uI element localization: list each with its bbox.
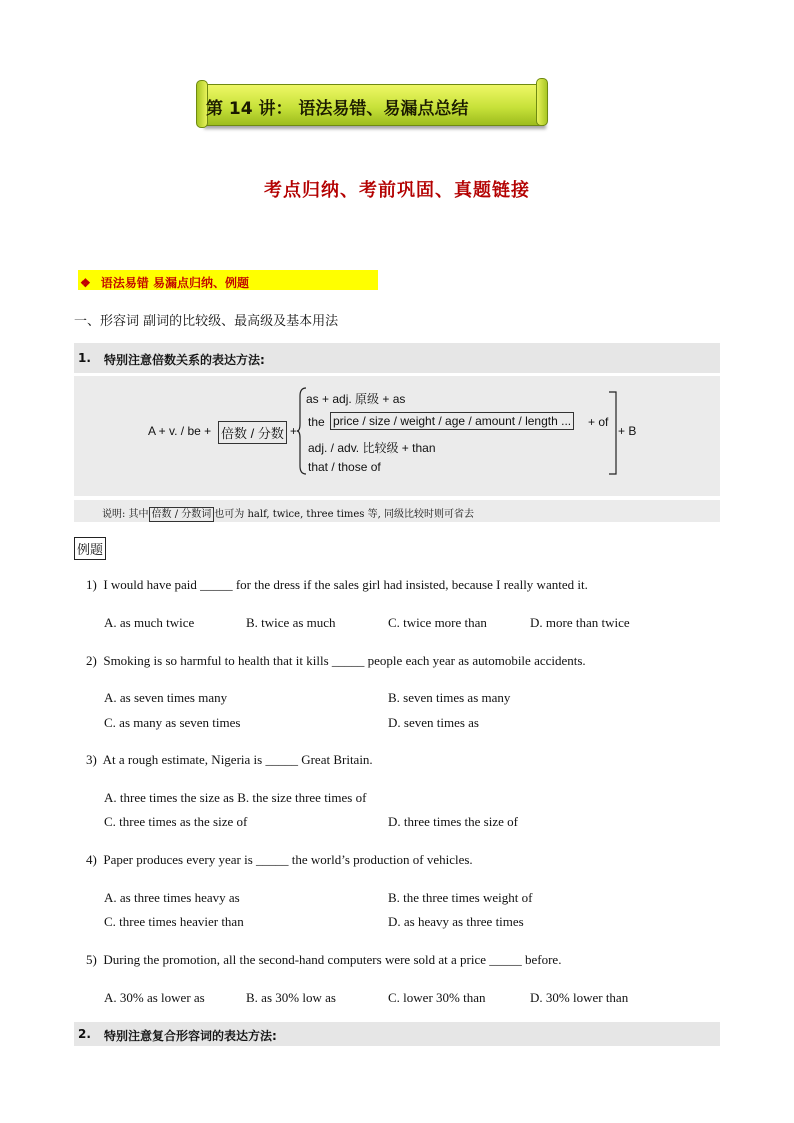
question-stem: Paper produces every year is _____ the world’s production of vehicles. (103, 852, 473, 867)
example-tag: 例题 (74, 537, 106, 560)
question-number: 5) (86, 952, 97, 967)
subtitle: 考点归纳、考前巩固、真题链接 (264, 180, 530, 201)
formula-lhs: A + v. / be + (148, 424, 212, 438)
formula-plus: + (290, 424, 298, 438)
formula-row-2-of: + of (588, 415, 609, 429)
note-prefix: 说明: 其中 (102, 509, 149, 520)
formula-box (74, 376, 720, 496)
q5-option-c[interactable]: C. lower 30% than (388, 990, 486, 1005)
formula-row-1: as + adj. 原级 + as (306, 392, 406, 406)
q2-option-c[interactable]: C. as many as seven times (104, 715, 241, 730)
question-stem: Smoking is so harmful to health that it kills _____ people each year as automobile accidents. (103, 653, 586, 668)
point-1-bar (74, 343, 720, 373)
point-2-bar (74, 1022, 720, 1046)
q4-option-b[interactable]: B. the three times weight of (388, 890, 533, 905)
question-2 (86, 653, 586, 669)
formula-row-2-the: the (308, 415, 325, 429)
question-number: 4) (86, 852, 97, 867)
section-heading (78, 270, 378, 290)
question-stem: During the promotion, all the second-hand computers were sold at a price _____ before. (103, 952, 562, 967)
question-number: 2) (86, 653, 97, 668)
q3-option-ab[interactable]: A. three times the size as B. the size three times of (104, 790, 367, 805)
note-suffix: 也可为 half, twice, three times 等, 同级比较时则可省去 (214, 509, 474, 520)
q1-option-c[interactable]: C. twice more than (388, 615, 487, 630)
q5-option-d[interactable]: D. 30% lower than (530, 990, 629, 1005)
q4-option-a[interactable]: A. as three times heavy as (104, 890, 240, 905)
diamond-bullet-icon: ❖ (80, 276, 91, 290)
point-2-number: 2. (78, 1027, 91, 1041)
q2-option-b[interactable]: B. seven times as many (388, 690, 511, 705)
question-stem: I would have paid _____ for the dress if the sales girl had insisted, because I really wanted it. (103, 577, 588, 592)
question-5 (86, 952, 561, 968)
banner-curl-right (536, 78, 548, 126)
q5-option-b[interactable]: B. as 30% low as (246, 990, 336, 1005)
q2-option-a[interactable]: A. as seven times many (104, 690, 228, 705)
q3-option-d[interactable]: D. three times the size of (388, 814, 518, 829)
part-title: 一、形容词 副词的比较级、最高级及基本用法 (74, 314, 339, 329)
q1-option-a[interactable]: A. as much twice (104, 615, 195, 630)
question-3 (86, 752, 373, 768)
formula-note (74, 500, 720, 522)
formula-row-4: that / those of (308, 460, 381, 474)
formula-rhs: + B (618, 424, 637, 438)
question-1 (86, 577, 588, 593)
q5-option-a[interactable]: A. 30% as lower as (104, 990, 205, 1005)
title-banner (196, 78, 548, 128)
q4-option-d[interactable]: D. as heavy as three times (388, 914, 524, 929)
section-heading-text: 语法易错 易漏点归纳、例题 (100, 276, 249, 290)
q2-option-d[interactable]: D. seven times as (388, 715, 479, 730)
question-number: 3) (86, 752, 97, 767)
question-number: 1) (86, 577, 97, 592)
point-1-number: 1. (78, 351, 91, 365)
note-boxed: 倍数 / 分数词 (149, 507, 215, 522)
formula-factor: 倍数 / 分数 (218, 421, 287, 444)
lecture-title: 第 14 讲： 语法易错、易漏点总结 (206, 99, 469, 119)
point-1-text: 特别注意倍数关系的表达方法: (104, 353, 265, 367)
q4-option-c[interactable]: C. three times heavier than (104, 914, 244, 929)
q1-option-d[interactable]: D. more than twice (530, 615, 630, 630)
question-stem: At a rough estimate, Nigeria is _____ Great Britain. (102, 752, 373, 767)
point-2-text: 特别注意复合形容词的表达方法: (104, 1029, 277, 1043)
formula-row-2-box: price / size / weight / age / amount / length ... (330, 412, 574, 430)
formula-row-3: adj. / adv. 比较级 + than (308, 441, 436, 455)
question-4 (86, 852, 473, 868)
q1-option-b[interactable]: B. twice as much (246, 615, 336, 630)
q3-option-c[interactable]: C. three times as the size of (104, 814, 248, 829)
